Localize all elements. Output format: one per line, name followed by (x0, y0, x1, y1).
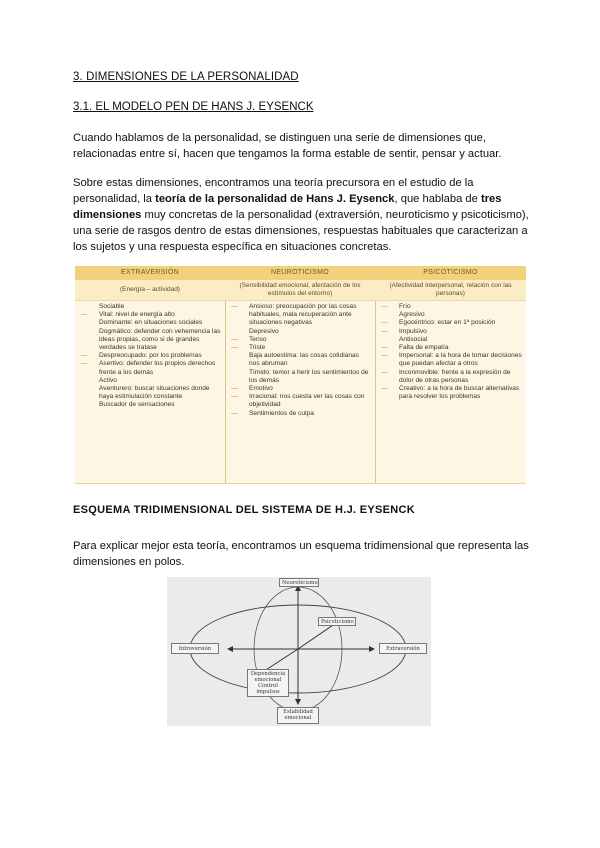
trait-item: — Inconmovible: frente a la expresión de dolor de otras personas (381, 369, 522, 385)
trait-item: Tímido: temor a herir los sentimientos de los demás (249, 368, 369, 384)
trait-item: Depresivo (249, 327, 279, 335)
pole-neuroticism: Neuroticismo (279, 578, 319, 587)
trait-item: — Egocéntrico: estar en 1ª posición (381, 319, 522, 327)
trait-item: — Ansioso: preocupación por las cosas habituales, mala recuperación ante situaciones negativas (231, 303, 371, 328)
column-header: NEUROTICISMO (225, 266, 375, 280)
eysenck-diagram (167, 577, 431, 726)
trait-item: — Falta de empatía (381, 344, 522, 352)
trait-item: — Frío (381, 303, 522, 311)
theory-bold-1: teoría de la personalidad de Hans J. Eysenck (155, 193, 395, 205)
trait-item: — Impulsivo (381, 328, 522, 336)
pole-emotional-stability: Estabilidad emocional (277, 707, 319, 724)
section-title: 3. DIMENSIONES DE LA PERSONALIDAD (73, 71, 299, 83)
table-column-extraversion (75, 266, 226, 483)
theory-bold-2: tres dimensiones (73, 193, 502, 221)
trait-item: Dominante: en situaciones sociales (99, 319, 203, 327)
trait-item: Baja autoestima: las cosas cotidianas nos abruman (249, 352, 359, 368)
pole-extraversion: Extraversión (379, 643, 427, 654)
trait-item: — Tenso (231, 336, 371, 344)
intro-paragraph: Cuando hablamos de la personalidad, se distinguen una serie de dimensiones que, relacionadas entre sí, hacen que tengamos la forma estable de sentir, pensar y actuar. (73, 132, 502, 160)
trait-item: Antisocial (399, 335, 428, 343)
trait-item: Dogmático: defender con vehemencia las ideas propias, como si de grandes verdades se tratase (99, 327, 221, 352)
trait-item: — Despreocupado: por los problemas (81, 352, 221, 360)
dimensions-table (75, 266, 526, 484)
column-subheader: (Afectividad interpersonal, relación con las personas) (375, 280, 526, 301)
column-subheader: (Energía – actividad) (75, 280, 225, 301)
pole-emotional-dependence: Dependencia emocional Control impulsos (247, 669, 289, 697)
trait-item: — Triste (231, 344, 371, 352)
trait-item: Sociable (99, 303, 125, 310)
trait-item: Aventurero: buscar situaciones donde haya estimulación constante (99, 385, 210, 401)
column-subheader: (Sensibilidad emocional, afectación de los estímulos del entorno) (225, 280, 375, 301)
pole-psychoticism: Psicoticismo (318, 617, 356, 626)
theory-text-2: , que hablaba de (394, 193, 481, 205)
scheme-paragraph: Para explicar mejor esta teoría, encontramos un esquema tridimensional que representa las dimensiones en polos. (73, 540, 529, 568)
table-column-neuroticism (225, 266, 376, 483)
theory-text-1: Sobre estas dimensiones, encontramos una teoría precursora en el estudio de la personalidad, la (73, 177, 474, 205)
trait-item: — Impersonal: a la hora de tomar decisiones que puedan afectar a otros (381, 352, 522, 368)
table-column-psychoticism (375, 266, 526, 483)
subsection-title: 3.1. EL MODELO PEN DE HANS J. EYSENCK (73, 101, 314, 113)
trait-list (225, 301, 375, 418)
trait-item: Agresivo (399, 311, 425, 319)
trait-list (75, 301, 225, 410)
theory-paragraph (73, 175, 533, 255)
trait-item: — Asertivo: defender los propios derechos frente a los demás (81, 360, 221, 376)
trait-item: Activo (99, 376, 117, 384)
trait-item: — Sentimientos de culpa (231, 410, 371, 418)
trait-list (375, 301, 526, 401)
trait-item: Buscador de sensaciones (99, 401, 175, 409)
theory-text-3: muy concretas de la personalidad (extraversión, neuroticismo y psicoticismo), una serie de rasgos dentro de estas dimensiones, respuestas habituales que caracterizan a los sujetos y una respuesta específica en situaciones concretas. (73, 209, 529, 253)
trait-item: — Irracional: nos cuesta ver las cosas con objetividad (231, 393, 371, 409)
pole-introversion: Introversión (171, 643, 219, 654)
trait-item: — Creativo: a la hora de buscar alternativas para resolver los problemas (381, 385, 522, 401)
scheme-title: ESQUEMA TRIDIMENSIONAL DEL SISTEMA DE H.J. EYSENCK (73, 504, 415, 516)
trait-item: — Emotivo (231, 385, 371, 393)
column-header: PSICOTICISMO (375, 266, 526, 280)
column-header: EXTRAVERSIÓN (75, 266, 225, 280)
trait-item: — Vital: nivel de energía alto (81, 311, 221, 319)
